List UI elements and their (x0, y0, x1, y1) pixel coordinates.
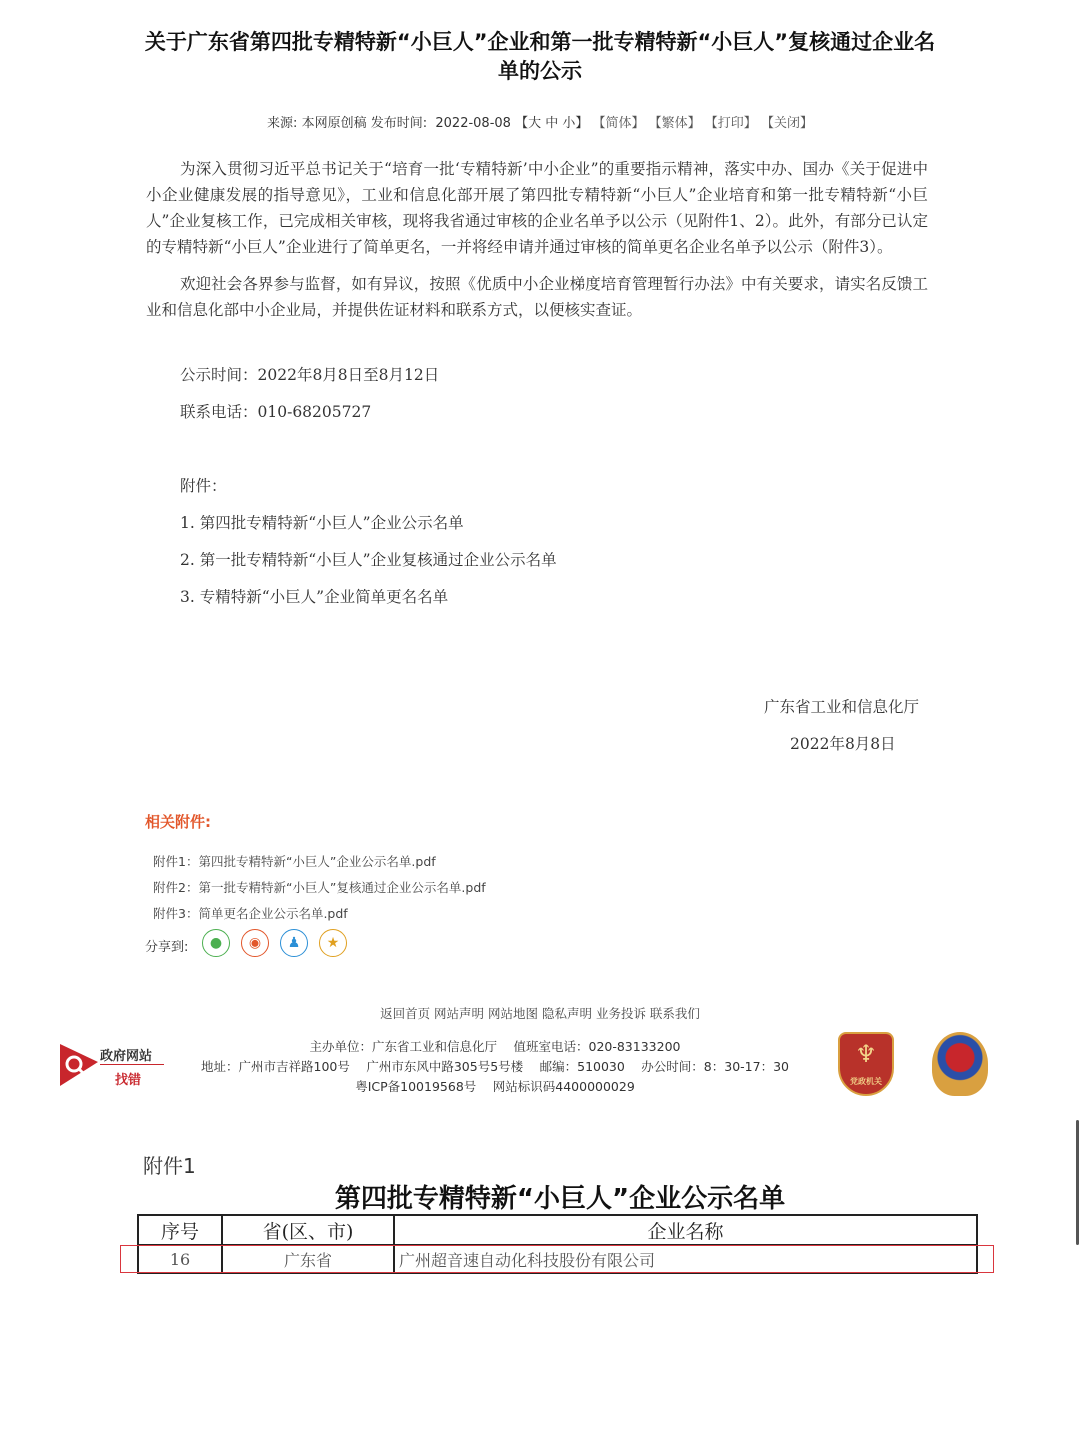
close-button[interactable]: 【关闭】 (760, 116, 813, 131)
weibo-icon[interactable]: ◉ (241, 929, 269, 957)
signature-date: 2022年8月8日 (790, 735, 896, 753)
notice-period: 公示时间：2022年8月8日至8月12日 (180, 366, 440, 384)
qq-icon[interactable]: ♟ (280, 929, 308, 957)
article-body (146, 156, 928, 323)
paragraph: 欢迎社会各界参与监督，如有异议，按照《优质中小企业梯度培育管理暂行办法》中有关要求，请实名反馈工业和信息化部中小企业局，并提供佐证材料和联系方式，以便核实查证。 (146, 275, 928, 319)
attachment-item: 3. 专精特新“小巨人”企业简单更名名单 (180, 588, 449, 606)
qzone-icon[interactable]: ★ (319, 929, 347, 957)
share-label: 分享到: (145, 940, 189, 955)
article-meta (0, 112, 1080, 131)
publish-date: 2022-08-08 (435, 116, 511, 131)
paragraph: 为深入贯彻习近平总书记关于“培育一批‘专精特新’中小企业”的重要指示精神，落实中办、国办《关于促进中小企业健康发展的指导意见》，工业和信息化部开展了第四批专精特新“小巨人”企业培育和第一批专精特新“小巨人”企业复核工作，已完成相关审核，现将我省通过审核的企业名单予以公示（见附件1、2）。此外，有部分已认定的专精特新“小巨人”企业进行了简单更名，一并将经申请并通过审核的简单更名企业名单予以公示（附件3）。 (146, 160, 928, 256)
highlight-box (120, 1245, 994, 1273)
police-badge-icon[interactable] (932, 1032, 988, 1096)
attachment-link[interactable]: 附件3：简单更名企业公示名单.pdf (153, 906, 348, 921)
party-gov-badge-label: 党政机关 (850, 1077, 882, 1086)
attachment-item: 2. 第一批专精特新“小巨人”企业复核通过企业公示名单 (180, 551, 557, 569)
party-gov-badge[interactable] (838, 1032, 894, 1096)
cell-index: 16 (138, 1245, 222, 1273)
gov-site-error-logo[interactable] (60, 1040, 170, 1090)
logo-line2: 找错 (115, 1073, 142, 1088)
date-label: 发布时间: (370, 116, 428, 131)
attachment-link[interactable]: 附件1：第四批专精特新“小巨人”企业公示名单.pdf (153, 854, 436, 869)
attachments-label: 附件： (180, 477, 227, 495)
col-header: 企业名称 (394, 1215, 977, 1245)
wechat-icon[interactable]: ● (202, 929, 230, 957)
attachment-link[interactable]: 附件2：第一批专精特新“小巨人”复核通过企业公示名单.pdf (153, 880, 486, 895)
magnifier-icon (60, 1040, 100, 1088)
party-gov-emblem-icon: ♆ (855, 1040, 877, 1068)
footer-address: 地址：广州市吉祥路100号 广州市东风中路305号5号楼 邮编：510030 办公时间：8：30-17：30 (201, 1059, 789, 1074)
col-header: 省(区、市) (222, 1215, 394, 1245)
signature-org: 广东省工业和信息化厅 (764, 698, 920, 716)
page-title: 关于广东省第四批专精特新“小巨人”企业和第一批专精特新“小巨人”复核通过企业名单的公示 (144, 30, 936, 83)
doc-title: 第四批专精特新“小巨人”企业公示名单 (334, 1184, 786, 1214)
simplified-button[interactable]: 【简体】 (592, 116, 645, 131)
footer-icp: 粤ICP备10019568号 网站标识码4400000029 (355, 1079, 635, 1094)
logo-line1: 政府网站 (100, 1049, 153, 1064)
source: 本网原创稿 (301, 116, 367, 131)
col-header: 序号 (138, 1215, 222, 1245)
source-label: 来源: (267, 116, 298, 131)
print-button[interactable]: 【打印】 (704, 116, 757, 131)
doc-attachment-label: 附件1 (143, 1154, 196, 1178)
scrollbar[interactable] (1076, 1120, 1079, 1245)
cell-company: 广州超音速自动化科技股份有限公司 (394, 1245, 977, 1273)
contact-phone: 联系电话：010-68205727 (180, 403, 372, 421)
traditional-button[interactable]: 【繁体】 (648, 116, 701, 131)
footer-host: 主办单位：广东省工业和信息化厅 值班室电话：020-83133200 (309, 1039, 681, 1054)
cell-province: 广东省 (222, 1245, 394, 1273)
attachment-item: 1. 第四批专精特新“小巨人”企业公示名单 (180, 514, 464, 532)
font-size-control[interactable]: 【大 中 小】 (515, 116, 589, 131)
related-attachments-heading: 相关附件: (145, 813, 211, 831)
footer-links[interactable]: 返回首页 网站声明 网站地图 隐私声明 业务投诉 联系我们 (380, 1006, 700, 1021)
